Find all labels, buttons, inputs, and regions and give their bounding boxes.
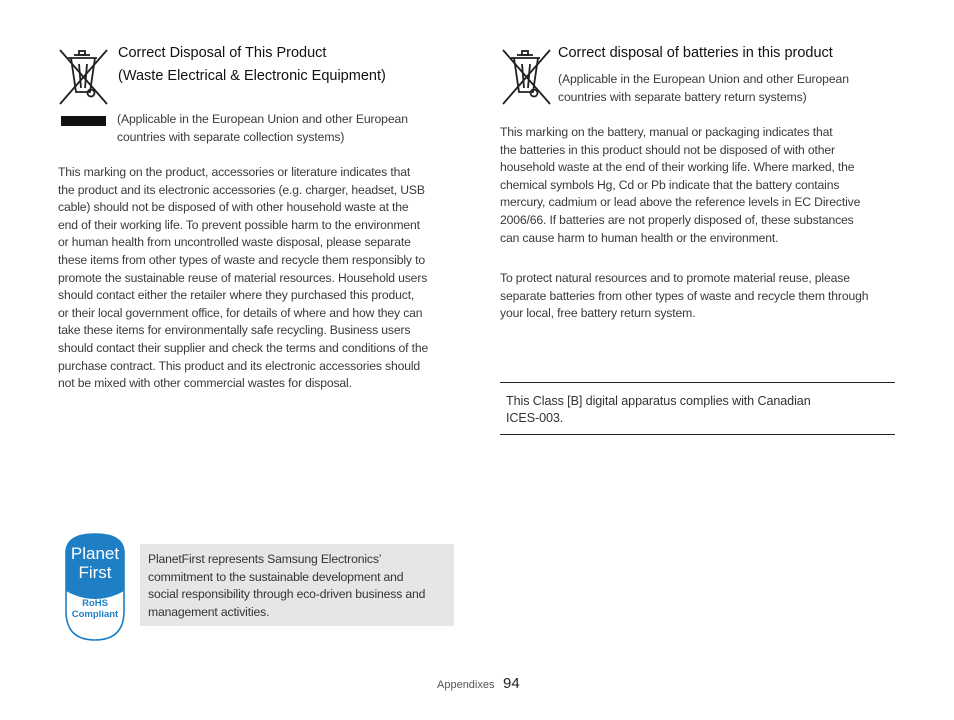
text-line: the batteries in this product should not be disposed of with other <box>500 142 835 157</box>
text-line: not be mixed with other commercial wastes for disposal. <box>58 376 352 391</box>
text-line: 2006/66. If batteries are not properly disposed of, these substances <box>500 212 854 227</box>
canada-notice-line1: This Class [B] digital apparatus complies with Canadian <box>506 394 811 408</box>
weee-applicable-line2: countries with separate collection systems) <box>117 130 345 144</box>
black-bar <box>61 116 106 126</box>
canada-top-rule <box>500 382 895 383</box>
battery-applicable-line2: countries with separate battery return systems) <box>558 90 807 104</box>
battery-para2 <box>500 270 900 323</box>
planet-note-text <box>148 551 452 621</box>
text-line: management activities. <box>148 604 270 619</box>
battery-applicable-line1: (Applicable in the European Union and other European <box>558 72 849 86</box>
text-line: take these items for environmentally safe recycling. Business users <box>58 323 411 338</box>
weee-body-text <box>58 164 458 393</box>
text-line: your local, free battery return system. <box>500 306 696 321</box>
text-line: should contact either the retailer where they purchased this product, <box>58 288 415 303</box>
planet-first-note <box>140 544 454 626</box>
text-line: should contact their supplier and check the terms and conditions of the <box>58 340 429 355</box>
text-line: can cause harm to human health or the environment. <box>500 230 779 245</box>
text-line: social responsibility through eco-driven business and <box>148 587 426 602</box>
weee-applicable-line1: (Applicable in the European Union and other European <box>117 112 408 126</box>
text-line: these items from other types of waste and recycle them responsibly to <box>58 252 425 267</box>
battery-para1 <box>500 124 900 247</box>
planet-logo-line1: Planet <box>70 544 120 563</box>
planet-logo-line2: First <box>78 563 112 582</box>
text-line: cable) should not be disposed of with other household waste at the <box>58 200 409 215</box>
text-line: This marking on the product, accessories or literature indicates that <box>58 165 411 179</box>
text-line: commitment to the sustainable development and <box>148 569 404 584</box>
weee-bin-icon <box>57 46 111 106</box>
footer-section-label: Appendixes <box>437 679 495 691</box>
text-line: household waste at the end of their working life. Where marked, the <box>500 160 855 175</box>
compliant-label: Compliant <box>71 609 119 620</box>
text-line: purchase contract. This product and its electronic accessories should <box>58 358 421 373</box>
rohs-label: RoHS <box>82 598 108 609</box>
weee-heading-line1: Correct Disposal of This Product <box>118 45 327 61</box>
text-line: To protect natural resources and to promote material reuse, please <box>500 271 850 285</box>
planet-first-logo <box>62 531 128 643</box>
text-line: or human health from uncontrolled waste disposal, please separate <box>58 235 411 250</box>
text-line: promote the sustainable reuse of material resources. Household users <box>58 270 428 285</box>
text-line: end of their working life. To prevent possible harm to the environment <box>58 217 420 232</box>
text-line: PlanetFirst represents Samsung Electronics’ <box>148 552 382 566</box>
battery-bin-icon <box>500 46 554 106</box>
canada-notice-line2: ICES-003. <box>506 411 564 425</box>
text-line: separate batteries from other types of waste and recycle them through <box>500 288 869 303</box>
canada-bottom-rule <box>500 434 895 435</box>
text-line: chemical symbols Hg, Cd or Pb indicate that the battery contains <box>500 177 840 192</box>
text-line: or their local government office, for details of where and how they can <box>58 305 423 320</box>
page-number: 94 <box>503 675 520 692</box>
battery-heading: Correct disposal of batteries in this product <box>558 45 833 61</box>
text-line: mercury, cadmium or lead above the reference levels in EC Directive <box>500 195 861 210</box>
weee-heading-line2: (Waste Electrical & Electronic Equipment) <box>118 68 386 84</box>
text-line: the product and its electronic accessories (e.g. charger, headset, USB <box>58 182 425 197</box>
text-line: This marking on the battery, manual or packaging indicates that <box>500 125 833 139</box>
